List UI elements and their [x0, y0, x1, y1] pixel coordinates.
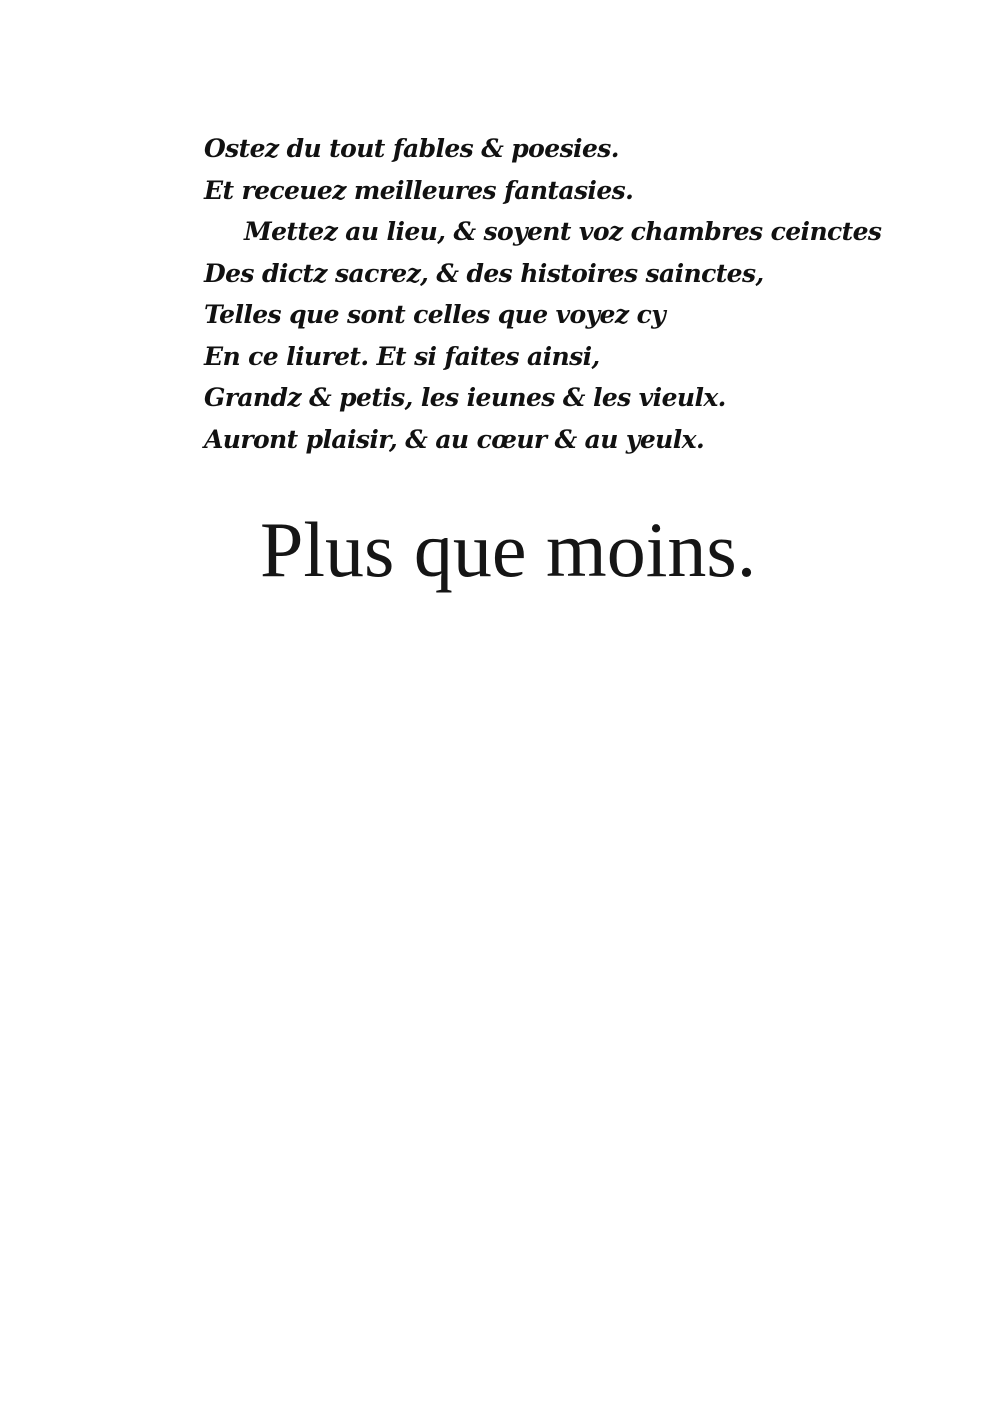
verse-line: Telles que sont celles que voyez cy [204, 300, 666, 329]
verse-line: Auront plaisir, & au cœur & au yeulx. [204, 424, 705, 454]
verse-line: En ce liuret. Et si faites ainsi, [204, 341, 600, 371]
verse-line: Des dictz sacrez, & des histoires sainctes, [204, 258, 764, 288]
verse-block [204, 128, 882, 460]
motto-heading: Plus que moins. [260, 506, 757, 593]
verse-line: Et receuez meilleures fantasies. [204, 175, 634, 205]
verse-line: Mettez au lieu, & soyent voz chambres ceinctes [244, 217, 882, 246]
verse-line: Ostez du tout fables & poesies. [204, 134, 619, 163]
verse-line: Grandz & petis, les ieunes & les vieulx. [204, 383, 726, 412]
